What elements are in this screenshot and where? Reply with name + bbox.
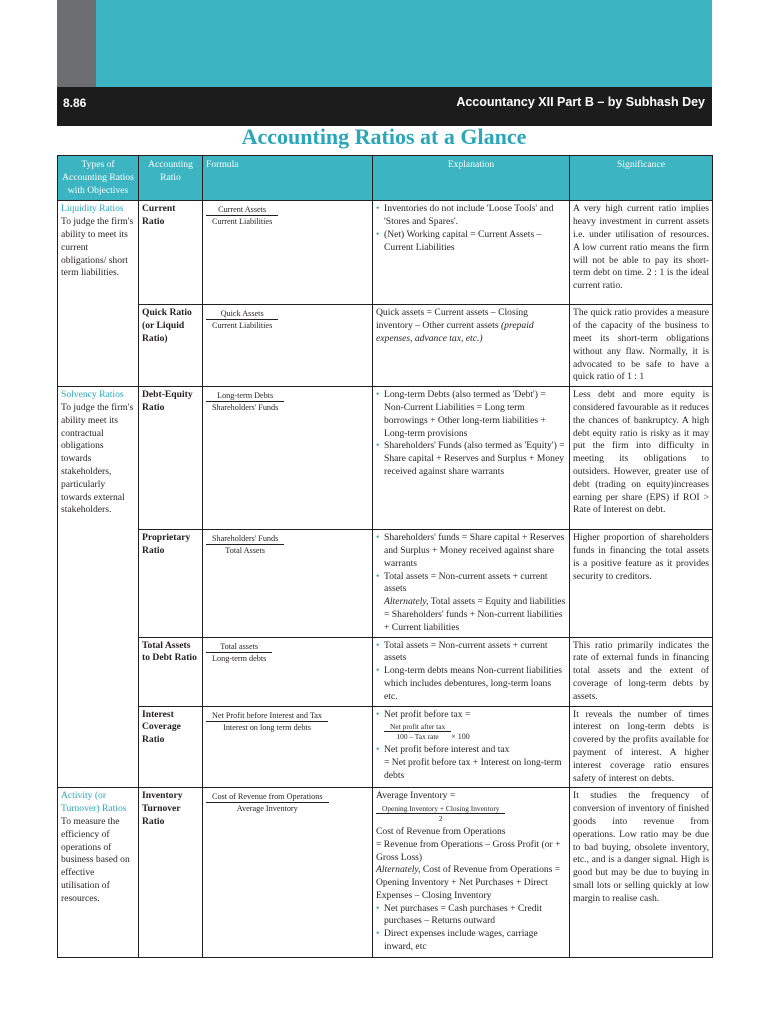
- formula-denominator: Average Inventory: [236, 804, 298, 814]
- formula-numerator: Total assets: [206, 641, 272, 653]
- explanation-bullet: • Total assets = Non-current assets + current assets: [376, 571, 566, 597]
- ratio-name: Interest Coverage Ratio: [139, 706, 203, 788]
- formula-fraction: [206, 390, 284, 413]
- formula-cell: [203, 637, 373, 706]
- formula-fraction: [206, 641, 272, 664]
- explanation-denominator: 100 – Tax rate: [396, 732, 439, 742]
- significance-cell: Higher proportion of shareholders funds in financing the total assets is a positive feature as it provides security to creditors.: [570, 530, 713, 637]
- ratios-table: [57, 155, 713, 958]
- explanation-cell: [373, 201, 570, 305]
- formula-numerator: Quick Assets: [206, 308, 278, 320]
- explanation-cell: [373, 788, 570, 958]
- explanation-bullet: • (Net) Working capital = Current Assets – Current Liabilities: [376, 229, 566, 255]
- header-teal-block: [96, 0, 712, 87]
- explanation-cell: [373, 305, 570, 387]
- explanation-text: = Revenue from Operations – Gross Profit (or + Gross Loss): [376, 838, 561, 863]
- explanation-text: Net profit before interest and tax: [384, 744, 510, 756]
- table-row: [58, 201, 713, 305]
- category-cell-activity: [58, 788, 139, 958]
- explanation-denominator: 2: [438, 814, 443, 824]
- table-row: [58, 706, 713, 788]
- column-header-type: Types of Accounting Ratios with Objectives: [58, 156, 139, 201]
- explanation-numerator: Net profit after tax: [384, 722, 451, 732]
- formula-denominator: Current Liabilities: [212, 217, 273, 227]
- formula-numerator: Current Assets: [206, 204, 278, 216]
- explanation-cell: [373, 530, 570, 637]
- significance-cell: It reveals the number of times interest on long-term debts is covered by the profits available for payment of interest. A higher interest coverage ratio ensures safety of interest on debts.: [570, 706, 713, 788]
- category-name: Solvency Ratios: [61, 389, 124, 401]
- explanation-cell: [373, 706, 570, 788]
- ratio-name: Inventory Turnover Ratio: [139, 788, 203, 958]
- column-header-explanation: Explanation: [373, 156, 570, 201]
- explanation-numerator: Opening Inventory + Closing Inventory: [376, 804, 505, 814]
- explanation-text: Net profit before tax =: [384, 708, 471, 720]
- table-row: [58, 530, 713, 637]
- explanation-cell: [373, 387, 570, 530]
- table-row: [58, 788, 713, 958]
- explanation-text: Cost of Revenue from Operations = Opening Inventory + Net Purchases + Direct Expenses – Closing Inventory: [376, 864, 561, 901]
- formula-cell: [203, 387, 373, 530]
- category-objective: To judge the firm's ability meet its contractual obligations towards stakeholders, particularly towards external stakeholders.: [61, 401, 134, 516]
- table-row: [58, 305, 713, 387]
- category-name: Activity (or Turnover) Ratios: [61, 790, 127, 815]
- significance-cell: The quick ratio provides a measure of the capacity of the business to meet its short-term obligations without any flaw. Normally, it is advocated to be safe to have a quick ratio of 1 : 1: [570, 305, 713, 387]
- significance-cell: Less debt and more equity is considered favourable as it reduces the chances of bankruptcy. A high debt equity ratio is risky as it may put the firm into difficulty in meeting its obligations to outsiders. However, greater use of debt (trading on equity)increases earning per share (EPS) if ROI > Rate of Interest on debt.: [570, 387, 713, 530]
- book-title: Accountancy XII Part B – by Subhash Dey: [456, 95, 705, 109]
- formula-cell: [203, 788, 373, 958]
- explanation-italic: Alternately,: [384, 596, 429, 608]
- formula-denominator: Total Assets: [225, 546, 265, 556]
- formula-fraction: [206, 791, 329, 814]
- page-number: 8.86: [63, 96, 87, 110]
- formula-fraction: [206, 533, 284, 556]
- formula-denominator: Current Liabilities: [212, 321, 273, 331]
- explanation-text: Cost of Revenue from Operations: [376, 825, 506, 837]
- explanation-bullet: • Long-term Debts (also termed as 'Debt') = Non-Current Liabilities = Long term borrowings + Other long-term liabilities + Long-term provisions: [376, 389, 566, 440]
- explanation-multiplier: × 100: [451, 732, 470, 742]
- explanation-text: assets: [476, 320, 499, 332]
- category-cell-solvency: [58, 387, 139, 788]
- formula-numerator: Cost of Revenue from Operations: [206, 791, 329, 803]
- page-header-banner: [0, 0, 768, 126]
- explanation-bullet: • Long-term debts means Non-current liabilities which includes debentures, long-term loans etc.: [376, 665, 566, 703]
- explanation-italic: Alternately,: [376, 864, 421, 876]
- explanation-text: Total assets = Equity and liabilities = Shareholders' funds + Non-current liabilities + Current liabilities: [384, 596, 566, 633]
- explanation-bullet: • Shareholders' Funds (also termed as 'Equity') = Share capital + Reserves and Surplus + Money received against share warrants: [376, 440, 566, 478]
- explanation-bullet: [376, 709, 566, 745]
- column-header-formula: Formula: [203, 156, 373, 201]
- page-title: Accounting Ratios at a Glance: [241, 124, 527, 149]
- explanation-fraction: [384, 722, 451, 741]
- column-header-significance: Significance: [570, 156, 713, 201]
- formula-fraction: [206, 710, 328, 733]
- category-objective: To measure the efficiency of operations of business based on effective utilisation of resources.: [61, 815, 130, 904]
- explanation-text: = Net profit before tax + Interest on long-term debts: [384, 756, 562, 781]
- table-row: [58, 637, 713, 706]
- category-objective: To judge the firm's ability to meet its current obligations/ short term liabilities.: [61, 216, 134, 279]
- explanation-cell: [373, 637, 570, 706]
- explanation-italic: (prepaid expenses, advance tax, etc.): [376, 320, 534, 344]
- column-header-ratio: Accounting Ratio: [139, 156, 203, 201]
- explanation-text: Average Inventory =: [376, 790, 456, 802]
- explanation-bullet: • Inventories do not include 'Loose Tools' and 'Stores and Spares'.: [376, 203, 566, 229]
- ratio-name: Total Assets to Debt Ratio: [139, 637, 203, 706]
- significance-cell: A very high current ratio implies heavy investment in current assets i.e. under utilisation of resources. A low current ratio means the firm will not be able to pay its short-term debt on time. 2 : 1 is the ideal current ratio.: [570, 201, 713, 305]
- explanation-text: Quick assets = Current assets – Closing inventory – Other current: [376, 307, 528, 332]
- formula-denominator: Interest on long term debts: [223, 722, 311, 732]
- formula-cell: [203, 305, 373, 387]
- explanation-fraction: [376, 804, 505, 823]
- formula-fraction: [206, 308, 278, 331]
- ratio-name: Proprietary Ratio: [139, 530, 203, 637]
- category-cell-liquidity: [58, 201, 139, 387]
- category-name: Liquidity Ratios: [61, 203, 124, 215]
- ratio-name: Quick Ratio (or Liquid Ratio): [139, 305, 203, 387]
- formula-denominator: Long-term debts: [212, 653, 267, 663]
- explanation-bullet: • Direct expenses include wages, carriage inward, etc: [376, 928, 566, 954]
- ratio-name: Current Ratio: [139, 201, 203, 305]
- formula-cell: [203, 706, 373, 788]
- significance-cell: It studies the frequency of conversion of inventory of finished goods into revenue from operations. Low ratio may be due to bad buying, obsolete inventory, etc., and is a danger signal. High is good but may be due to buying in small lots or selling quickly at low margin to realise cash.: [570, 788, 713, 958]
- ratio-name: Debt-Equity Ratio: [139, 387, 203, 530]
- formula-cell: [203, 201, 373, 305]
- table-header-row: [58, 156, 713, 201]
- significance-cell: This ratio primarily indicates the rate of external funds in financing total assets and the extent of coverage of long-term debts by assets.: [570, 637, 713, 706]
- formula-numerator: Shareholders' Funds: [206, 533, 284, 545]
- explanation-bullet: [376, 744, 566, 782]
- formula-numerator: Net Profit before Interest and Tax: [206, 710, 328, 722]
- explanation-bullet: • Total assets = Non-current assets + current assets: [376, 640, 566, 666]
- table-row: [58, 387, 713, 530]
- formula-cell: [203, 530, 373, 637]
- explanation-bullet: • Net purchases = Cash purchases + Credit purchases – Returns outward: [376, 903, 566, 929]
- formula-numerator: Long-term Debts: [206, 390, 284, 402]
- formula-denominator: Shareholders' Funds: [212, 403, 279, 413]
- formula-fraction: [206, 204, 278, 227]
- explanation-bullet: • Shareholders' funds = Share capital + Reserves and Surplus + Money received against share warrants: [376, 532, 566, 570]
